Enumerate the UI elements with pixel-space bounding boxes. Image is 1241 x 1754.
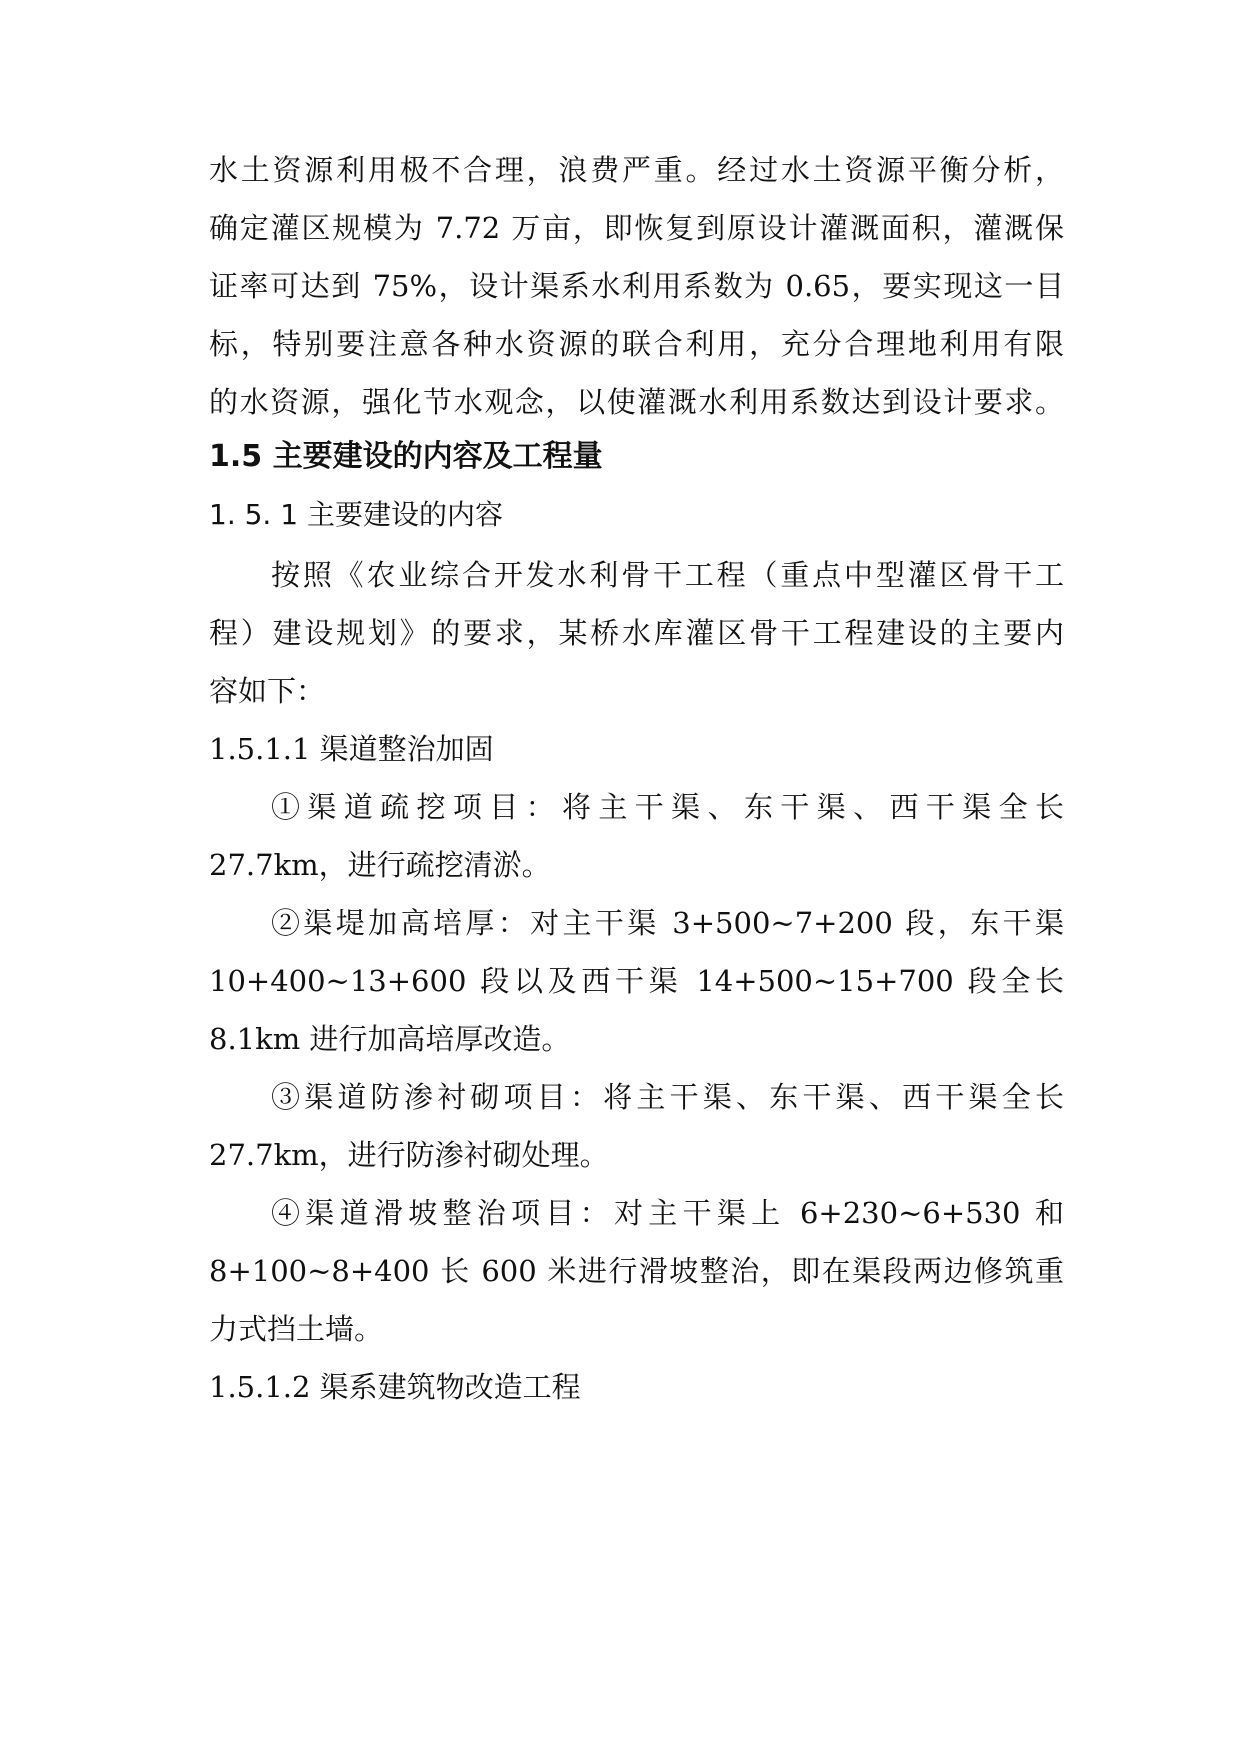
paragraph-line: 按照《农业综合开发水利骨干工程（重点中型灌区骨干工 (271, 558, 1064, 592)
list-item-line: 力式挡土墙。 (209, 1312, 384, 1346)
list-item-line: ④渠道滑坡整治项目：对主干渠上 6+230~6+530 和 (271, 1196, 1064, 1230)
list-item-line: ①渠道疏挖项目：将主干渠、东干渠、西干渠全长 (271, 790, 1064, 824)
paragraph-line: 证率可达到 75%，设计渠系水利用系数为 0.65，要实现这一目 (209, 269, 1064, 303)
subsection-heading: 1. 5. 1 主要建设的内容 (209, 498, 503, 531)
section-heading: 1.5 主要建设的内容及工程量 (209, 439, 603, 474)
paragraph-line: 标，特别要注意各种水资源的联合利用，充分合理地利用有限 (209, 327, 1064, 361)
paragraph-line: 水土资源利用极不合理，浪费严重。经过水土资源平衡分析， (209, 153, 1064, 187)
list-item-line: 8+100~8+400 长 600 米进行滑坡整治，即在渠段两边修筑重 (209, 1254, 1064, 1288)
list-item-line: ②渠堤加高培厚：对主干渠 3+500~7+200 段，东干渠 (271, 906, 1064, 940)
list-item-line: 10+400~13+600 段以及西干渠 14+500~15+700 段全长 (209, 964, 1064, 998)
paragraph-line: 的水资源，强化节水观念，以使灌溉水利用系数达到设计要求。 (209, 385, 1064, 419)
paragraph-line: 确定灌区规模为 7.72 万亩，即恢复到原设计灌溉面积，灌溉保 (209, 211, 1064, 245)
list-item-line: 8.1km 进行加高培厚改造。 (209, 1022, 571, 1056)
list-item-line: 27.7km，进行疏挖清淤。 (209, 848, 551, 882)
paragraph-line: 程）建设规划》的要求，某桥水库灌区骨干工程建设的主要内 (209, 616, 1064, 650)
list-item-line: 27.7km，进行防渗衬砌处理。 (209, 1138, 609, 1172)
subsubsection-heading: 1.5.1.2 渠系建筑物改造工程 (209, 1370, 581, 1404)
subsubsection-heading: 1.5.1.1 渠道整治加固 (209, 732, 494, 766)
paragraph-line: 容如下： (209, 674, 326, 708)
list-item-line: ③渠道防渗衬砌项目：将主干渠、东干渠、西干渠全长 (271, 1080, 1064, 1114)
